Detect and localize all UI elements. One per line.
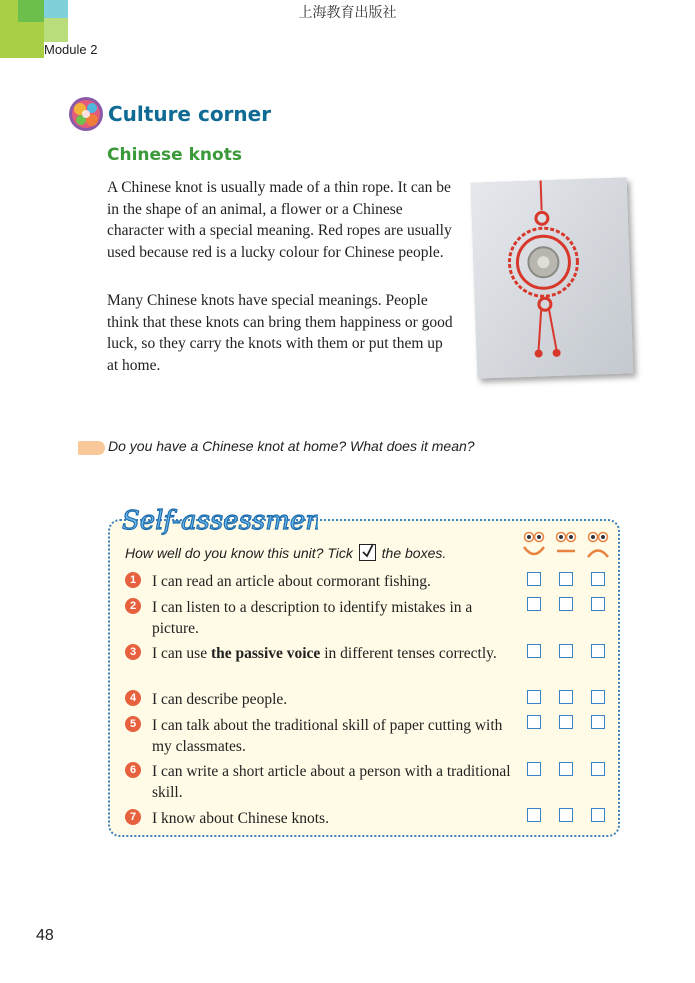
self-assessment-intro <box>125 544 446 561</box>
culture-globe-icon <box>68 96 104 132</box>
intro-text-after: the boxes. <box>381 545 447 561</box>
item-text: I can read an article about cormorant fishing. <box>152 573 431 590</box>
item-number-badge: 5 <box>125 716 141 732</box>
checkbox-item-2-good[interactable] <box>527 597 541 611</box>
checkbox-item-1-poor[interactable] <box>591 572 605 586</box>
item-text: I can listen to a description to identify mistakes in a picture. <box>152 599 473 637</box>
checkbox-item-1-ok[interactable] <box>559 572 573 586</box>
checkbox-item-6-ok[interactable] <box>559 762 573 776</box>
checkbox-item-1-good[interactable] <box>527 572 541 586</box>
publisher-name: 上海教育出版社 <box>298 5 397 21</box>
checkbox-item-2-ok[interactable] <box>559 597 573 611</box>
checkbox-item-5-ok[interactable] <box>559 715 573 729</box>
checkbox-item-4-ok[interactable] <box>559 690 573 704</box>
sad-face-icon <box>585 531 611 561</box>
checkbox-item-5-good[interactable] <box>527 715 541 729</box>
paragraph-1: A Chinese knot is usually made of a thin rope. It can be in the shape of an animal, a flower or a Chinese character with a special meaning. Red ropes are usually used because red is a lucky colour for Chinese people. <box>107 179 452 261</box>
section-title: Chinese knots <box>107 145 242 165</box>
item-text: I can describe people. <box>152 691 288 708</box>
checkbox-item-7-good[interactable] <box>527 808 541 822</box>
item-text: I can write a short article about a person with a traditional skill. <box>152 763 511 801</box>
item-number-badge: 4 <box>125 690 141 706</box>
culture-corner-title: Culture corner <box>108 102 272 126</box>
item-text: I know about Chinese knots. <box>152 810 329 827</box>
question-bullet <box>78 441 105 455</box>
item-number-badge: 7 <box>125 809 141 825</box>
intro-text-before: How well do you know this unit? Tick <box>125 545 353 561</box>
item-text: I can use the passive voice in different tenses correctly. <box>152 645 497 662</box>
discussion-question: Do you have a Chinese knot at home? What does it mean? <box>108 438 475 454</box>
checkbox-item-6-good[interactable] <box>527 762 541 776</box>
tick-sample-icon <box>359 544 376 561</box>
self-assessment-title-text: Self-assessment <box>122 506 318 536</box>
neutral-face-icon <box>553 531 579 561</box>
paragraph-2: Many Chinese knots have special meanings. People think that these knots can bring them happiness or good luck, so they carry the knots with them or put them up at home. <box>107 292 453 374</box>
item-number-badge: 6 <box>125 762 141 778</box>
item-number-badge: 3 <box>125 644 141 660</box>
chinese-knot-photo <box>471 177 634 378</box>
checkbox-item-2-poor[interactable] <box>591 597 605 611</box>
item-number-badge: 2 <box>125 598 141 614</box>
checkbox-item-3-poor[interactable] <box>591 644 605 658</box>
checkbox-item-4-poor[interactable] <box>591 690 605 704</box>
checkbox-item-7-ok[interactable] <box>559 808 573 822</box>
checkbox-item-3-good[interactable] <box>527 644 541 658</box>
page-number: 48 <box>36 927 54 944</box>
self-assessment-title <box>118 498 318 540</box>
checkbox-item-3-ok[interactable] <box>559 644 573 658</box>
item-number-badge: 1 <box>125 572 141 588</box>
checkbox-item-6-poor[interactable] <box>591 762 605 776</box>
checkbox-item-5-poor[interactable] <box>591 715 605 729</box>
checkbox-item-7-poor[interactable] <box>591 808 605 822</box>
module-label: Module 2 <box>44 42 98 57</box>
checkbox-item-4-good[interactable] <box>527 690 541 704</box>
item-text: I can talk about the traditional skill of paper cutting with my classmates. <box>152 717 503 755</box>
happy-face-icon <box>521 531 547 561</box>
